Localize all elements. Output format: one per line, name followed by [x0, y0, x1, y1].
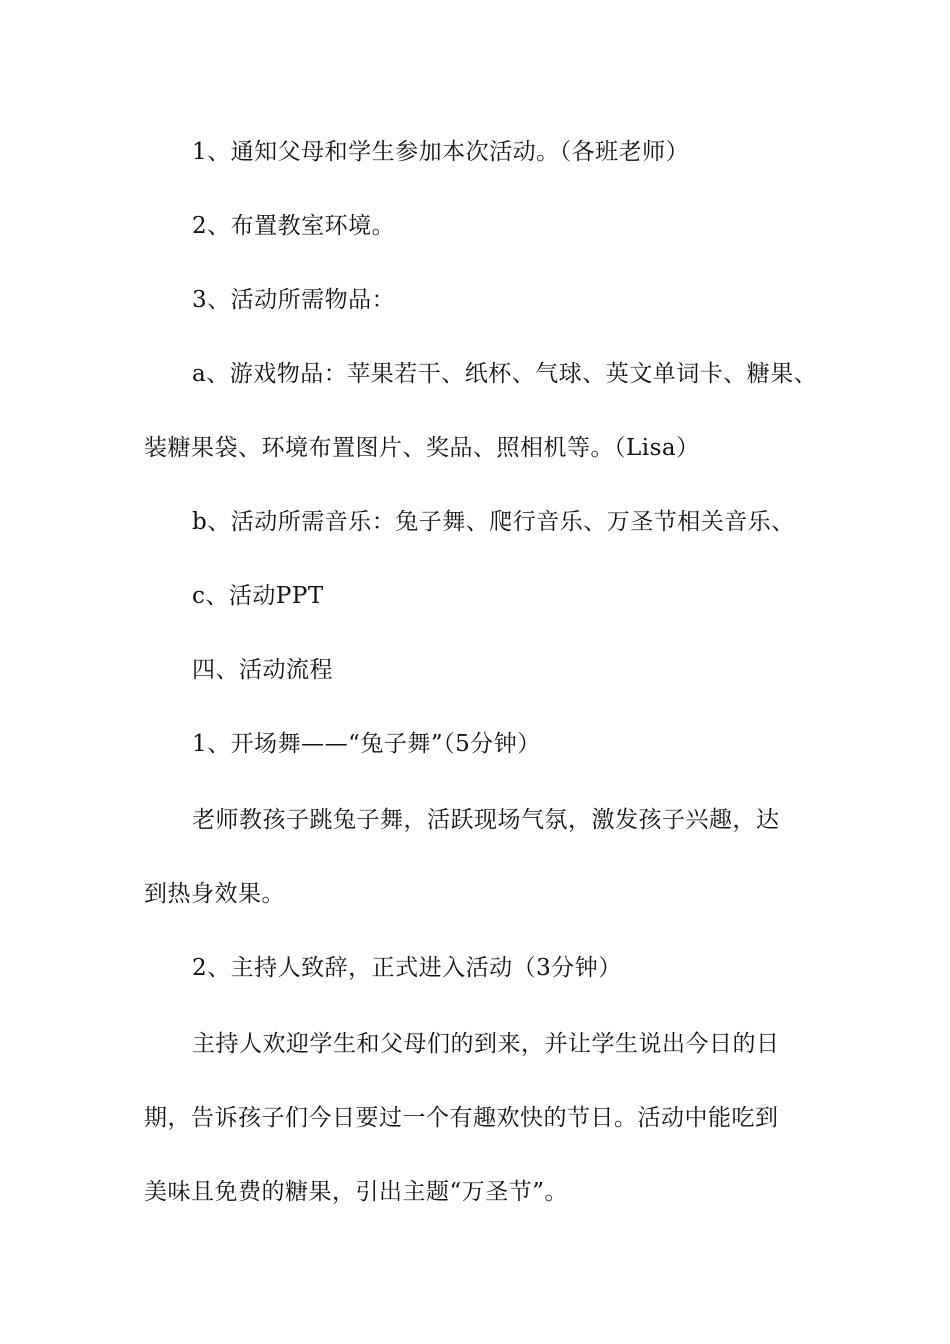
item-required-supplies: 3、活动所需物品：	[192, 287, 396, 313]
step-host-speech: 2、主持人致辞，正式进入活动（3分钟）	[192, 955, 622, 981]
paragraph-dance-description: 老师教孩子跳兔子舞，活跃现场气氛，激发孩子兴趣，达	[192, 807, 780, 833]
item-notify-parents: 1、通知父母和学生参加本次活动。（各班老师）	[192, 139, 690, 165]
paragraph-host-welcome: 主持人欢迎学生和父母们的到来，并让学生说出今日的日	[192, 1031, 780, 1057]
item-activity-ppt: c、活动PPT	[192, 583, 324, 609]
item-game-supplies: a、游戏物品：苹果若干、纸杯、气球、英文单词卡、糖果、	[192, 361, 818, 387]
paragraph-host-welcome-cont-1: 期，告诉孩子们今日要过一个有趣欢快的节日。活动中能吃到	[144, 1105, 779, 1131]
paragraph-host-welcome-cont-2: 美味且免费的糖果，引出主题“万圣节”。	[144, 1179, 569, 1205]
item-required-music: b、活动所需音乐：兔子舞、爬行音乐、万圣节相关音乐、	[192, 509, 795, 535]
paragraph-dance-description-cont: 到热身效果。	[144, 881, 285, 907]
item-game-supplies-cont: 装糖果袋、环境布置图片、奖品、照相机等。（Lisa）	[144, 435, 700, 461]
section-heading-process: 四、活动流程	[192, 657, 333, 683]
step-opening-dance: 1、开场舞——“兔子舞”（5分钟）	[192, 731, 541, 757]
item-decorate-classroom: 2、布置教室环境。	[192, 213, 396, 239]
